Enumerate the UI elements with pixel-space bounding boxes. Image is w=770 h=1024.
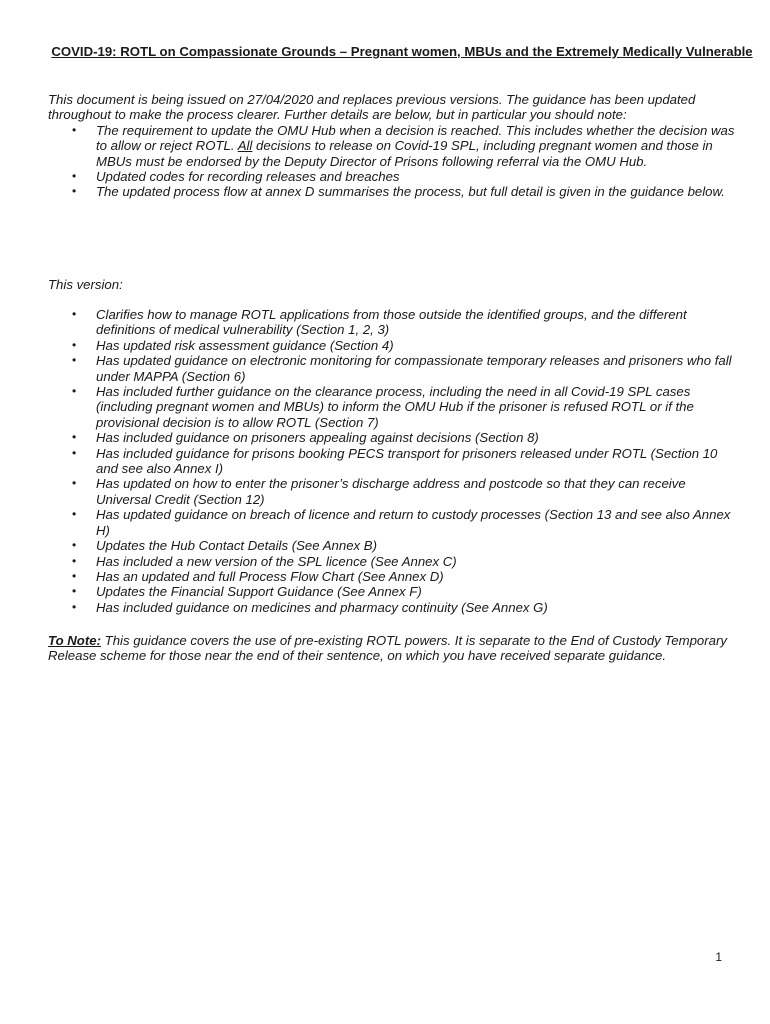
version-bullet-item: • Has included further guidance on the clearance process, including the need in all Covid-19 SPL cases (including pregnant women and MBUs) to inform the OMU Hub if the prisoner is refused ROTL or if the provisional decision is to allow ROTL (Section 7): [48, 384, 738, 430]
version-bullet-item: • Has included guidance on prisoners appealing against decisions (Section 8): [48, 430, 738, 445]
version-bullet-item: • Has included guidance on medicines and pharmacy continuity (See Annex G): [48, 600, 738, 615]
note-label: To Note:: [48, 633, 101, 648]
version-bullet-item: • Has included guidance for prisons booking PECS transport for prisoners released under ROTL (Section 10 and see also Annex I): [48, 446, 738, 477]
version-bullet-item: • Has updated risk assessment guidance (Section 4): [48, 338, 738, 353]
intro-bullet-item: • The requirement to update the OMU Hub when a decision is reached. This includes whether the decision was to allow or reject ROTL. All decisions to release on Covid-19 SPL, including pregnant women and those in MBUs must be endorsed by the Deputy Director of Prisons following referral via the OMU Hub.: [48, 123, 738, 169]
page-number: 1: [715, 950, 722, 964]
document-title-text: COVID-19: ROTL on Compassionate Grounds – Pregnant women, MBUs and the Extremely Medically Vulnerable: [51, 44, 753, 59]
version-bullet-item: • Clarifies how to manage ROTL applications from those outside the identified groups, and the different definitions of medical vulnerability (Section 1, 2, 3): [48, 307, 738, 338]
version-bullet-item: • Has included a new version of the SPL licence (See Annex C): [48, 554, 738, 569]
version-bullet-item: • Has updated guidance on electronic monitoring for compassionate temporary releases and prisoners who fall under MAPPA (Section 6): [48, 353, 738, 384]
note-paragraph: [48, 633, 738, 664]
document-title: [48, 44, 756, 60]
intro-paragraph: This document is being issued on 27/04/2020 and replaces previous versions. The guidance has been updated throughout to make the process clearer. Further details are below, but in particular you should note:: [48, 92, 696, 123]
version-bullet-item: • Updates the Hub Contact Details (See Annex B): [48, 538, 738, 553]
version-bullet-item: • Has an updated and full Process Flow Chart (See Annex D): [48, 569, 738, 584]
version-bullet-list: [48, 307, 738, 615]
note-text: This guidance covers the use of pre-existing ROTL powers. It is separate to the End of Custody Temporary Release scheme for those near the end of their sentence, on which you have received separate guidance.: [48, 633, 727, 664]
intro-bullet-item: • The updated process flow at annex D summarises the process, but full detail is given in the guidance below.: [48, 184, 738, 199]
version-bullet-item: • Updates the Financial Support Guidance (See Annex F): [48, 584, 738, 599]
version-section: [48, 307, 738, 615]
version-heading: This version:: [48, 277, 123, 292]
version-bullet-item: • Has updated on how to enter the prisoner’s discharge address and postcode so that they can receive Universal Credit (Section 12): [48, 476, 738, 507]
intro-section: [48, 92, 738, 200]
intro-bullet-list: [48, 123, 738, 200]
version-bullet-item: • Has updated guidance on breach of licence and return to custody processes (Section 13 and see also Annex H): [48, 507, 738, 538]
intro-bullet-item: • Updated codes for recording releases and breaches: [48, 169, 738, 184]
